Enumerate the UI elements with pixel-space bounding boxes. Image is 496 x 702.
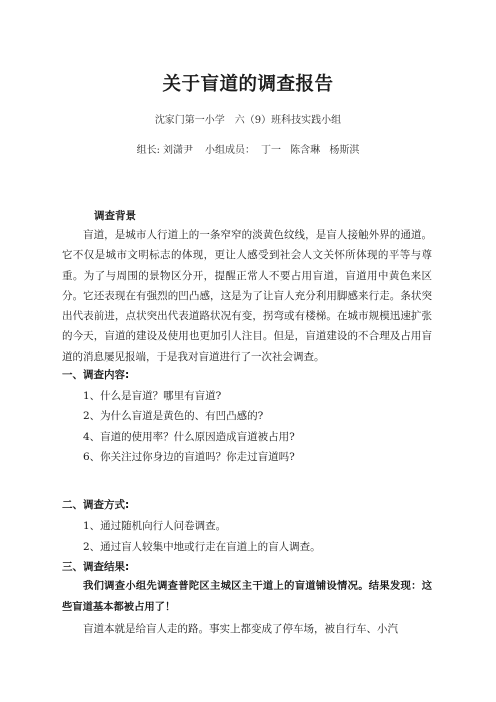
content-item-1: 1、什么是盲道？哪里有盲道? <box>83 390 222 402</box>
result-heading: 三、调查结果: <box>62 561 130 573</box>
result-paragraph: 盲道本就是给盲人走的路。事实上都变成了停车场，被自行车、小汽 <box>83 623 398 635</box>
content-item-3: 4、盲道的使用率？什么原因造成盲道被占用? <box>83 431 295 443</box>
leader-label: 组长: <box>136 145 160 156</box>
content-item-2: 2、为什么盲道是黄色的、有凹凸感的? <box>83 410 264 422</box>
members-label: 小组成员： <box>205 145 255 156</box>
report-title: 关于盲道的调查报告 <box>162 74 334 95</box>
method-item-1: 1、通过随机向行人问卷调查。 <box>83 520 227 532</box>
background-heading: 调查背景 <box>94 210 136 222</box>
group-members-line <box>0 141 496 156</box>
background-paragraph: 盲道，是城市人行道上的一条窄窄的淡黄色纹线，是盲人接触外界的通道。它不仅是城市文明标志的体现，更让人感受到社会人文关怀所体现的平等与尊重。为了与周围的景物区分开，提醒正常人不要占用盲道，盲道用中黄色来区分。它还表现在有强烈的凹凸感，这是为了让盲人充分利用脚感来行走。条状突出代表前进，点状突出代表道路状况有变，拐弯或有楼梯。在城市规模迅速扩张的今天，盲道的建设及使用也更加引人注目。但是，盲道建设的不合理及占用盲道的消息屡见报端，于是我对盲道进行了一次社会调查。 <box>62 229 432 363</box>
method-heading: 二、调查方式: <box>62 499 130 511</box>
report-subtitle: 沈家门第一小学 六（9）班科技实践小组 <box>154 115 342 126</box>
result-bold-paragraph: 我们调查小组先调查普陀区主城区主干道上的盲道铺设情况。结果发现：这些盲道基本都被占用了！ <box>62 580 432 613</box>
method-item-2: 2、通过盲人较集中地或行走在盲道上的盲人调查。 <box>83 541 321 553</box>
leader-name: 刘潇尹 <box>163 145 193 156</box>
members-list: 丁一 陈含琳 杨斯淇 <box>261 145 360 156</box>
content-heading: 一、调查内容: <box>62 369 130 381</box>
content-item-4: 6、你关注过你身边的盲道吗？你走过盲道吗? <box>83 451 295 463</box>
